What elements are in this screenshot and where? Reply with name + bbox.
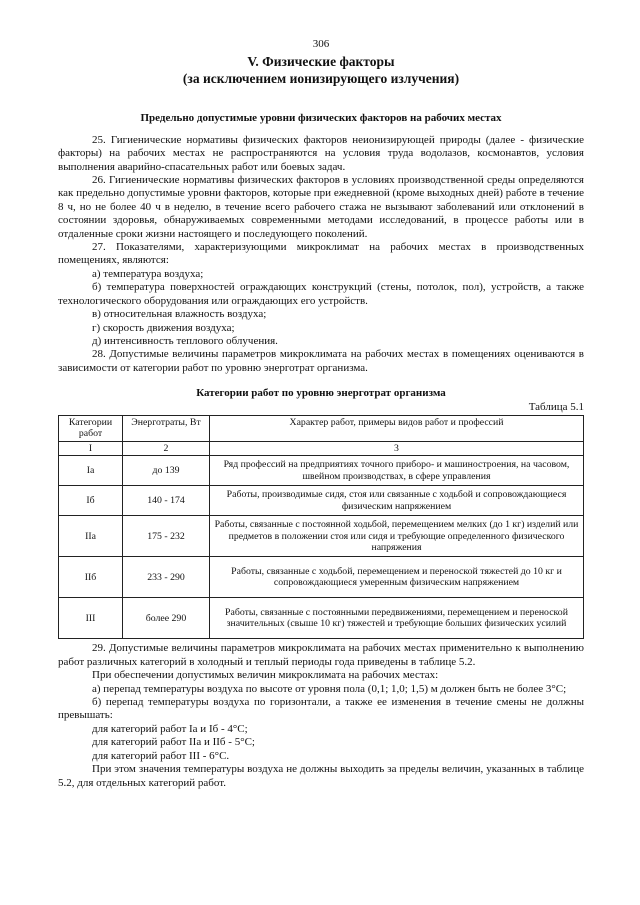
category-cell: Iб <box>59 486 123 516</box>
list-item: г) скорость движения воздуха; <box>92 321 235 334</box>
table-row <box>59 557 584 598</box>
category-cell: IIa <box>59 516 123 557</box>
table-number: Таблица 5.1 <box>528 400 584 413</box>
section-title: Предельно допустимые уровни физических факторов на рабочих местах <box>140 112 502 125</box>
table-row <box>59 456 584 486</box>
energy-cell: 175 - 232 <box>123 516 210 557</box>
list-item: д) интенсивность теплового облучения. <box>92 334 278 347</box>
energy-categories-table <box>58 415 584 640</box>
description-cell: Работы, связанные с постоянной ходьбой, перемещением мелких (до 1 кг) изделий или предметов в положении стоя или сидя и требующие определенного физического напряжения <box>210 516 584 557</box>
energy-cell: 233 - 290 <box>123 557 210 598</box>
header-description: Характер работ, примеры видов работ и профессий <box>210 415 584 441</box>
table-row <box>59 486 584 516</box>
table-header-row <box>59 415 584 441</box>
paragraph: При этом значения температуры воздуха не должны выходить за пределы величин, указанных в таблице 5.2, для отдельных категорий работ. <box>58 763 584 789</box>
index-cell: 3 <box>210 441 584 456</box>
list-item: а) перепад температуры воздуха по высоте от уровня пола (0,1; 1,0; 1,5) м должен быть не более 3°С; <box>92 682 567 695</box>
paragraph-29: 29. Допустимые величины параметров микроклимата на рабочих местах применительно к выполнению работ различных категорий в холодный и теплый периоды года приведены в таблице 5.2. <box>58 642 584 668</box>
table-row <box>59 598 584 639</box>
index-cell: I <box>59 441 123 456</box>
paragraph-28: 28. Допустимые величины параметров микроклимата на рабочих местах в помещениях оцениваются в зависимости от категории работ по уровню энерготрат организма. <box>58 348 584 374</box>
header-energy: Энерготраты, Вт <box>123 415 210 441</box>
list-item: для категорий работ Ia и Iб - 4°С; <box>92 722 248 735</box>
list-item: в) относительная влажность воздуха; <box>92 308 267 321</box>
category-cell: IIб <box>59 557 123 598</box>
list-item: для категорий работ III - 6°С. <box>92 749 230 762</box>
table-row <box>59 516 584 557</box>
description-cell: Работы, связанные с ходьбой, перемещением и переноской тяжестей до 10 кг и сопровождающиеся умеренным физическим напряжением <box>210 557 584 598</box>
list-item: для категорий работ IIa и IIб - 5°С; <box>92 736 255 749</box>
paragraph-25: 25. Гигиенические нормативы физических факторов неионизирующей природы (далее - физические факторы) на рабочих местах не распространяются на условия труда водолазов, космонавтов, условия выполнения аварийно-спасательных работ или боевых задач. <box>58 133 584 173</box>
description-cell: Ряд профессий на предприятиях точного приборо- и машиностроения, на часовом, швейном производствах, в сфере управления <box>210 456 584 486</box>
category-cell: Ia <box>59 456 123 486</box>
description-cell: Работы, производимые сидя, стоя или связанные с ходьбой и сопровождающиеся физическим напряжением <box>210 486 584 516</box>
table-title: Категории работ по уровню энерготрат организма <box>196 387 446 400</box>
chapter-title: V. Физические факторы <box>247 54 395 70</box>
list-item: б) перепад температуры воздуха по горизонтали, а также ее изменения в течение смены не должны превышать: <box>58 696 584 722</box>
paragraph-26: 26. Гигиенические нормативы физических факторов в условиях производственной среды определяются как предельно допустимые уровни факторов, которые при ежедневной (кроме выходных дней) работе в течение 8 ч, но не более 40 ч в неделю, в течение всего рабочего стажа не вызывают заболеваний или отклонений в состоянии здоровья, обнаруживаемых современными методами исследований, в процессе работы или в отдаленные сроки жизни настоящего и последующего поколений. <box>58 174 584 240</box>
list-item: б) температура поверхностей ограждающих конструкций (стены, потолок, пол), устройств, а также технологического оборудования или ограждающих его устройств. <box>58 281 584 307</box>
index-cell: 2 <box>123 441 210 456</box>
paragraph: При обеспечении допустимых величин микроклимата на рабочих местах: <box>92 669 439 682</box>
energy-cell: более 290 <box>123 598 210 639</box>
list-item: а) температура воздуха; <box>92 267 204 280</box>
energy-cell: до 139 <box>123 456 210 486</box>
chapter-subtitle: (за исключением ионизирующего излучения) <box>182 71 460 87</box>
page-number: 306 <box>312 38 330 50</box>
description-cell: Работы, связанные с постоянными передвижениями, перемещением и переноской значительных (свыше 10 кг) тяжестей и требующие больших физических усилий <box>210 598 584 639</box>
category-cell: III <box>59 598 123 639</box>
energy-cell: 140 - 174 <box>123 486 210 516</box>
header-category: Категории работ <box>59 415 123 441</box>
paragraph-27: 27. Показателями, характеризующими микроклимат на рабочих местах в производственных помещениях, являются: <box>58 241 584 267</box>
table-index-row <box>59 441 584 456</box>
